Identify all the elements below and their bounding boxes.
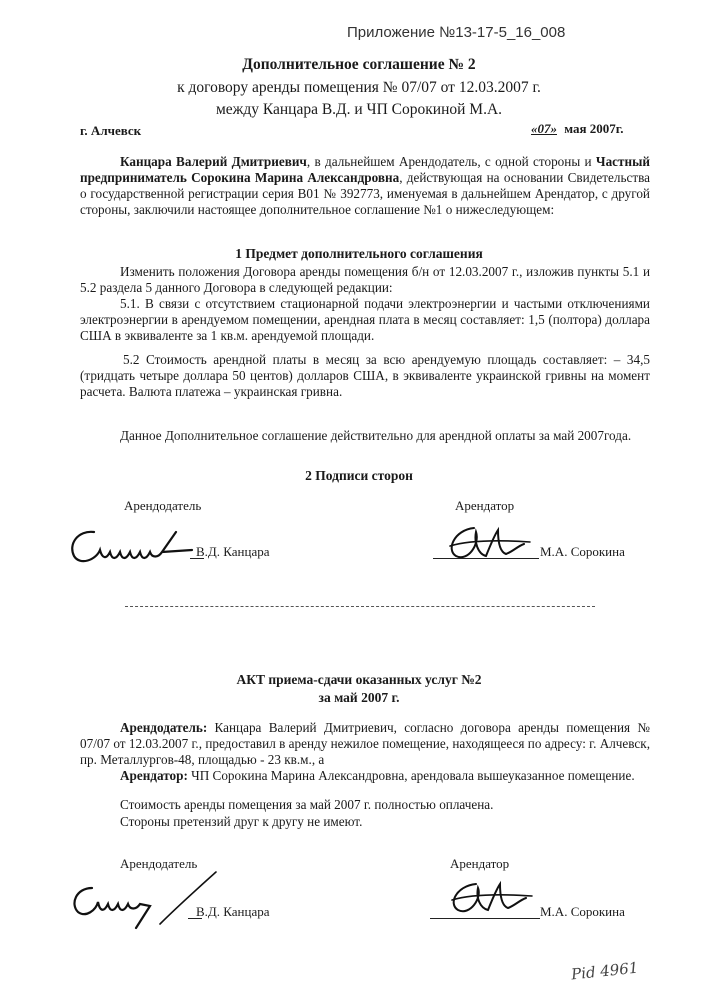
section-1-title: 1 Предмет дополнительного соглашения: [235, 246, 483, 261]
act-landlord-label: Арендодатель: [120, 856, 198, 871]
agreement-date: [527, 121, 624, 137]
date-day: «07»: [531, 121, 557, 136]
handwritten-note: Pid 4961: [570, 958, 640, 984]
act-title: АКТ приема-сдачи оказанных услуг №2: [236, 672, 482, 687]
act-landlord-signature-icon: [66, 866, 236, 932]
act-tenant-sign-name: М.А. Сорокина: [540, 904, 625, 919]
clause-5-2: 5.2 Стоимость арендной платы в месяц за всю арендуемую площадь составляет: – 34,5 (тридцать четыре доллара 50 центов) долларов США, в эквиваленте украинской гривны на момент расчета. Валюта платежа – украинская гривна.: [80, 352, 650, 399]
agreement-subtitle-1: к договору аренды помещения № 07/07 от 12.03.2007 г.: [177, 79, 541, 96]
act-landlord-bold: Арендодатель:: [120, 720, 208, 735]
act-tenant-bold: Арендатор:: [120, 768, 188, 783]
preamble-paragraph: [80, 154, 650, 218]
validity-paragraph: Данное Дополнительное соглашение действительно для арендной оплаты за май 2007года.: [120, 428, 632, 443]
landlord-name: Канцара Валерий Дмитриевич: [120, 154, 307, 169]
tenant-label: Арендатор: [455, 498, 515, 513]
landlord-signature-icon: [66, 522, 196, 572]
date-month-year: мая 2007г.: [564, 121, 624, 136]
tenant-name: Частный предприниматель Сорокина Марина Александровна: [80, 154, 650, 185]
tenant-sign-line: [433, 558, 539, 559]
act-landlord-paragraph: [80, 720, 650, 768]
agreement-subtitle-2: между Канцара В.Д. и ЧП Сорокиной М.А.: [215, 101, 503, 118]
tenant-signature-icon: [440, 520, 540, 568]
act-landlord-text: Канцара Валерий Дмитриевич, согласно договора аренды помещения № 07/07 от 12.03.2007 г., предоставил в аренду нежилое помещение, находящееся по адресу: г. Алчевск, пр. Металлургов-48, площадью - 23 кв.м., а: [80, 720, 650, 767]
act-tenant-text: ЧП Сорокина Марина Александровна, арендовала вышеуказанное помещение.: [187, 768, 635, 783]
act-subtitle: за май 2007 г.: [318, 690, 400, 705]
act-paid-line: Стоимость аренды помещения за май 2007 г. полностью оплачена.: [120, 797, 494, 812]
act-tenant-sign-line: [430, 918, 540, 919]
act-tenant-paragraph: [80, 768, 650, 784]
act-landlord-sign-name: В.Д. Канцара: [196, 904, 270, 919]
act-no-claims-line: Стороны претензий друг к другу не имеют.: [120, 814, 363, 829]
act-tenant-signature-icon: [440, 876, 540, 920]
preamble-text-1: , в дальнейшем Арендодатель, с одной стороны и: [306, 154, 596, 169]
section-2-title: 2 Подписи сторон: [305, 468, 413, 483]
agreement-title: Дополнительное соглашение № 2: [242, 56, 476, 73]
landlord-label: Арендодатель: [124, 498, 202, 513]
appendix-label: Приложение №13-17-5_16_008: [347, 24, 566, 41]
tenant-sign-name: М.А. Сорокина: [540, 544, 625, 559]
act-tenant-label: Арендатор: [450, 856, 510, 871]
clause-5-1: 5.1. В связи с отсутствием стационарной подачи электроэнергии и частыми отключениями электроэнергии в арендуемом помещении, арендная плата в месяц составляет: 1,5 (полтора) доллара США в эквиваленте за 1 кв.м. арендуемой площади.: [80, 296, 650, 343]
preamble-text-2: , действующая на основании Свидетельства о государственной регистрации серия В01 № 392773, именуемая в дальнейшем Арендатор, с другой стороны, заключили настоящее дополнительное соглашение №1 о нижеследующем:: [80, 170, 650, 217]
section-divider: [125, 606, 595, 607]
city: г. Алчевск: [80, 123, 142, 138]
section-1-intro: Изменить положения Договора аренды помещения б/н от 12.03.2007 г., изложив пункты 5.1 и 5.2 раздела 5 данного Договора в следующей редакции:: [80, 264, 650, 295]
landlord-sign-name: В.Д. Канцара: [196, 544, 270, 559]
